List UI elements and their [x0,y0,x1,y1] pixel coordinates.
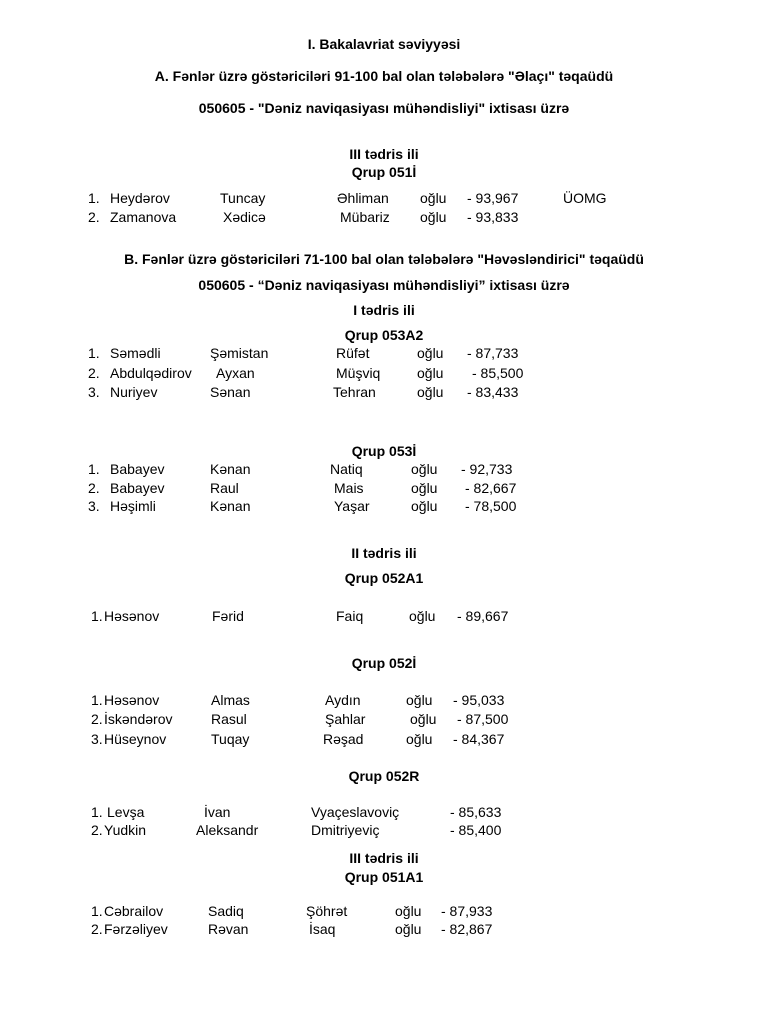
patronymic-suffix: oğlu [417,365,444,381]
score: - 82,667 [465,480,517,496]
section-a-group: Qrup 051İ [351,164,417,180]
patronymic: Mais [334,480,364,496]
group-heading: Qrup 052R [348,768,420,784]
patronymic: Faiq [336,608,364,624]
first-name: İvan [204,804,231,820]
patronymic: Rəşad [323,731,364,747]
score: - 82,867 [441,921,493,937]
first-name: Rəvan [208,921,249,937]
surname: Nuriyev [110,384,158,400]
patronymic: Aydın [325,692,361,708]
patronymic-suffix: oğlu [417,384,444,400]
row-number: 1. [91,608,103,624]
patronymic-suffix: oğlu [420,190,447,206]
patronymic-suffix: oğlu [411,461,438,477]
score: - 87,733 [467,345,519,361]
patronymic: Dmitriyeviç [311,822,380,838]
patronymic-suffix: oğlu [409,608,436,624]
patronymic: Əhliman [337,190,389,206]
surname: Fərzəliyev [104,921,168,937]
surname: Babayev [110,461,165,477]
patronymic: Natiq [330,461,363,477]
section-b-specialty: 050605 - “Dəniz naviqasiyası mühəndisliyi” ixtisası üzrə [198,277,570,293]
patronymic-suffix: oğlu [417,345,444,361]
score: - 84,367 [453,731,505,747]
surname: Səmədli [110,345,161,361]
score: - 85,400 [450,822,502,838]
first-name: Aleksandr [196,822,259,838]
first-name: Tuncay [220,190,266,206]
patronymic: Vyaçeslavoviç [311,804,400,820]
note: ÜOMG [563,190,607,206]
first-name: Almas [211,692,250,708]
surname: Cəbrailov [104,903,164,919]
first-name: Fərid [212,608,244,624]
patronymic: İsaq [309,921,336,937]
group-heading: Qrup 052A1 [344,570,424,586]
row-number: 2. [88,209,100,225]
first-name: Xədicə [223,209,266,225]
score: - 78,500 [465,498,517,514]
score: - 93,967 [467,190,519,206]
patronymic-suffix: oğlu [411,498,438,514]
patronymic: Şöhrət [306,903,348,919]
level-heading: I. Bakalavriat səviyyəsi [307,36,461,52]
row-number: 3. [91,731,103,747]
year-heading: III tədris ili [349,850,419,866]
row-number: 1. [88,190,100,206]
score: - 85,633 [450,804,502,820]
first-name: Ayxan [216,365,255,381]
row-number: 2. [91,822,103,838]
row-number: 1. [91,804,103,820]
patronymic-suffix: oğlu [411,480,438,496]
section-a-year: III tədris ili [349,146,419,162]
score: - 93,833 [467,209,519,225]
surname: Həsənov [104,692,160,708]
score: - 83,433 [467,384,519,400]
score: - 89,667 [457,608,509,624]
row-number: 2. [88,365,100,381]
first-name: Raul [210,480,239,496]
patronymic-suffix: oğlu [395,921,422,937]
row-number: 1. [91,692,103,708]
patronymic-suffix: oğlu [420,209,447,225]
surname: İskəndərov [104,711,173,727]
group-heading: Qrup 053A2 [344,327,424,343]
surname: Həsənov [104,608,160,624]
surname: Zamanova [110,209,177,225]
section-a-specialty: 050605 - "Dəniz naviqasiyası mühəndisliyi" ixtisası üzrə [198,100,570,116]
row-number: 2. [91,921,103,937]
group-heading: Qrup 051A1 [344,869,424,885]
row-number: 2. [91,711,103,727]
year-heading: I tədris ili [353,302,415,318]
row-number: 1. [91,903,103,919]
section-a-title: A. Fənlər üzrə göstəriciləri 91-100 bal olan tələbələrə "Əlaçı" təqaüdü [154,68,614,84]
group-heading: Qrup 052İ [351,655,417,671]
surname: Levşa [107,804,145,820]
surname: Həşimli [110,498,156,514]
year-heading: II tədris ili [351,545,417,561]
row-number: 1. [88,345,100,361]
first-name: Rasul [211,711,247,727]
patronymic: Yaşar [334,498,370,514]
first-name: Tuqay [211,731,250,747]
row-number: 1. [88,461,100,477]
patronymic-suffix: oğlu [406,731,433,747]
group-heading: Qrup 053İ [351,443,417,459]
score: - 95,033 [453,692,505,708]
score: - 87,500 [457,711,509,727]
patronymic: Müşviq [336,365,381,381]
surname: Hüseynov [104,731,167,747]
first-name: Şəmistan [210,345,269,361]
row-number: 2. [88,480,100,496]
surname: Heydərov [110,190,170,206]
section-b-title: B. Fənlər üzrə göstəriciləri 71-100 bal olan tələbələrə "Həvəsləndirici" təqaüdü [124,251,644,267]
score: - 85,500 [472,365,524,381]
surname: Abdulqədirov [110,365,192,381]
first-name: Sənan [210,384,251,400]
first-name: Kənan [210,498,251,514]
first-name: Sadiq [208,903,244,919]
patronymic-suffix: oğlu [395,903,422,919]
first-name: Kənan [210,461,251,477]
patronymic: Mübariz [340,209,390,225]
row-number: 3. [88,498,100,514]
score: - 87,933 [441,903,493,919]
score: - 92,733 [461,461,513,477]
patronymic-suffix: oğlu [406,692,433,708]
patronymic: Rüfət [336,345,370,361]
surname: Yudkin [104,822,147,838]
patronymic: Şahlar [325,711,366,727]
surname: Babayev [110,480,165,496]
patronymic: Tehran [333,384,376,400]
patronymic-suffix: oğlu [410,711,437,727]
row-number: 3. [88,384,100,400]
